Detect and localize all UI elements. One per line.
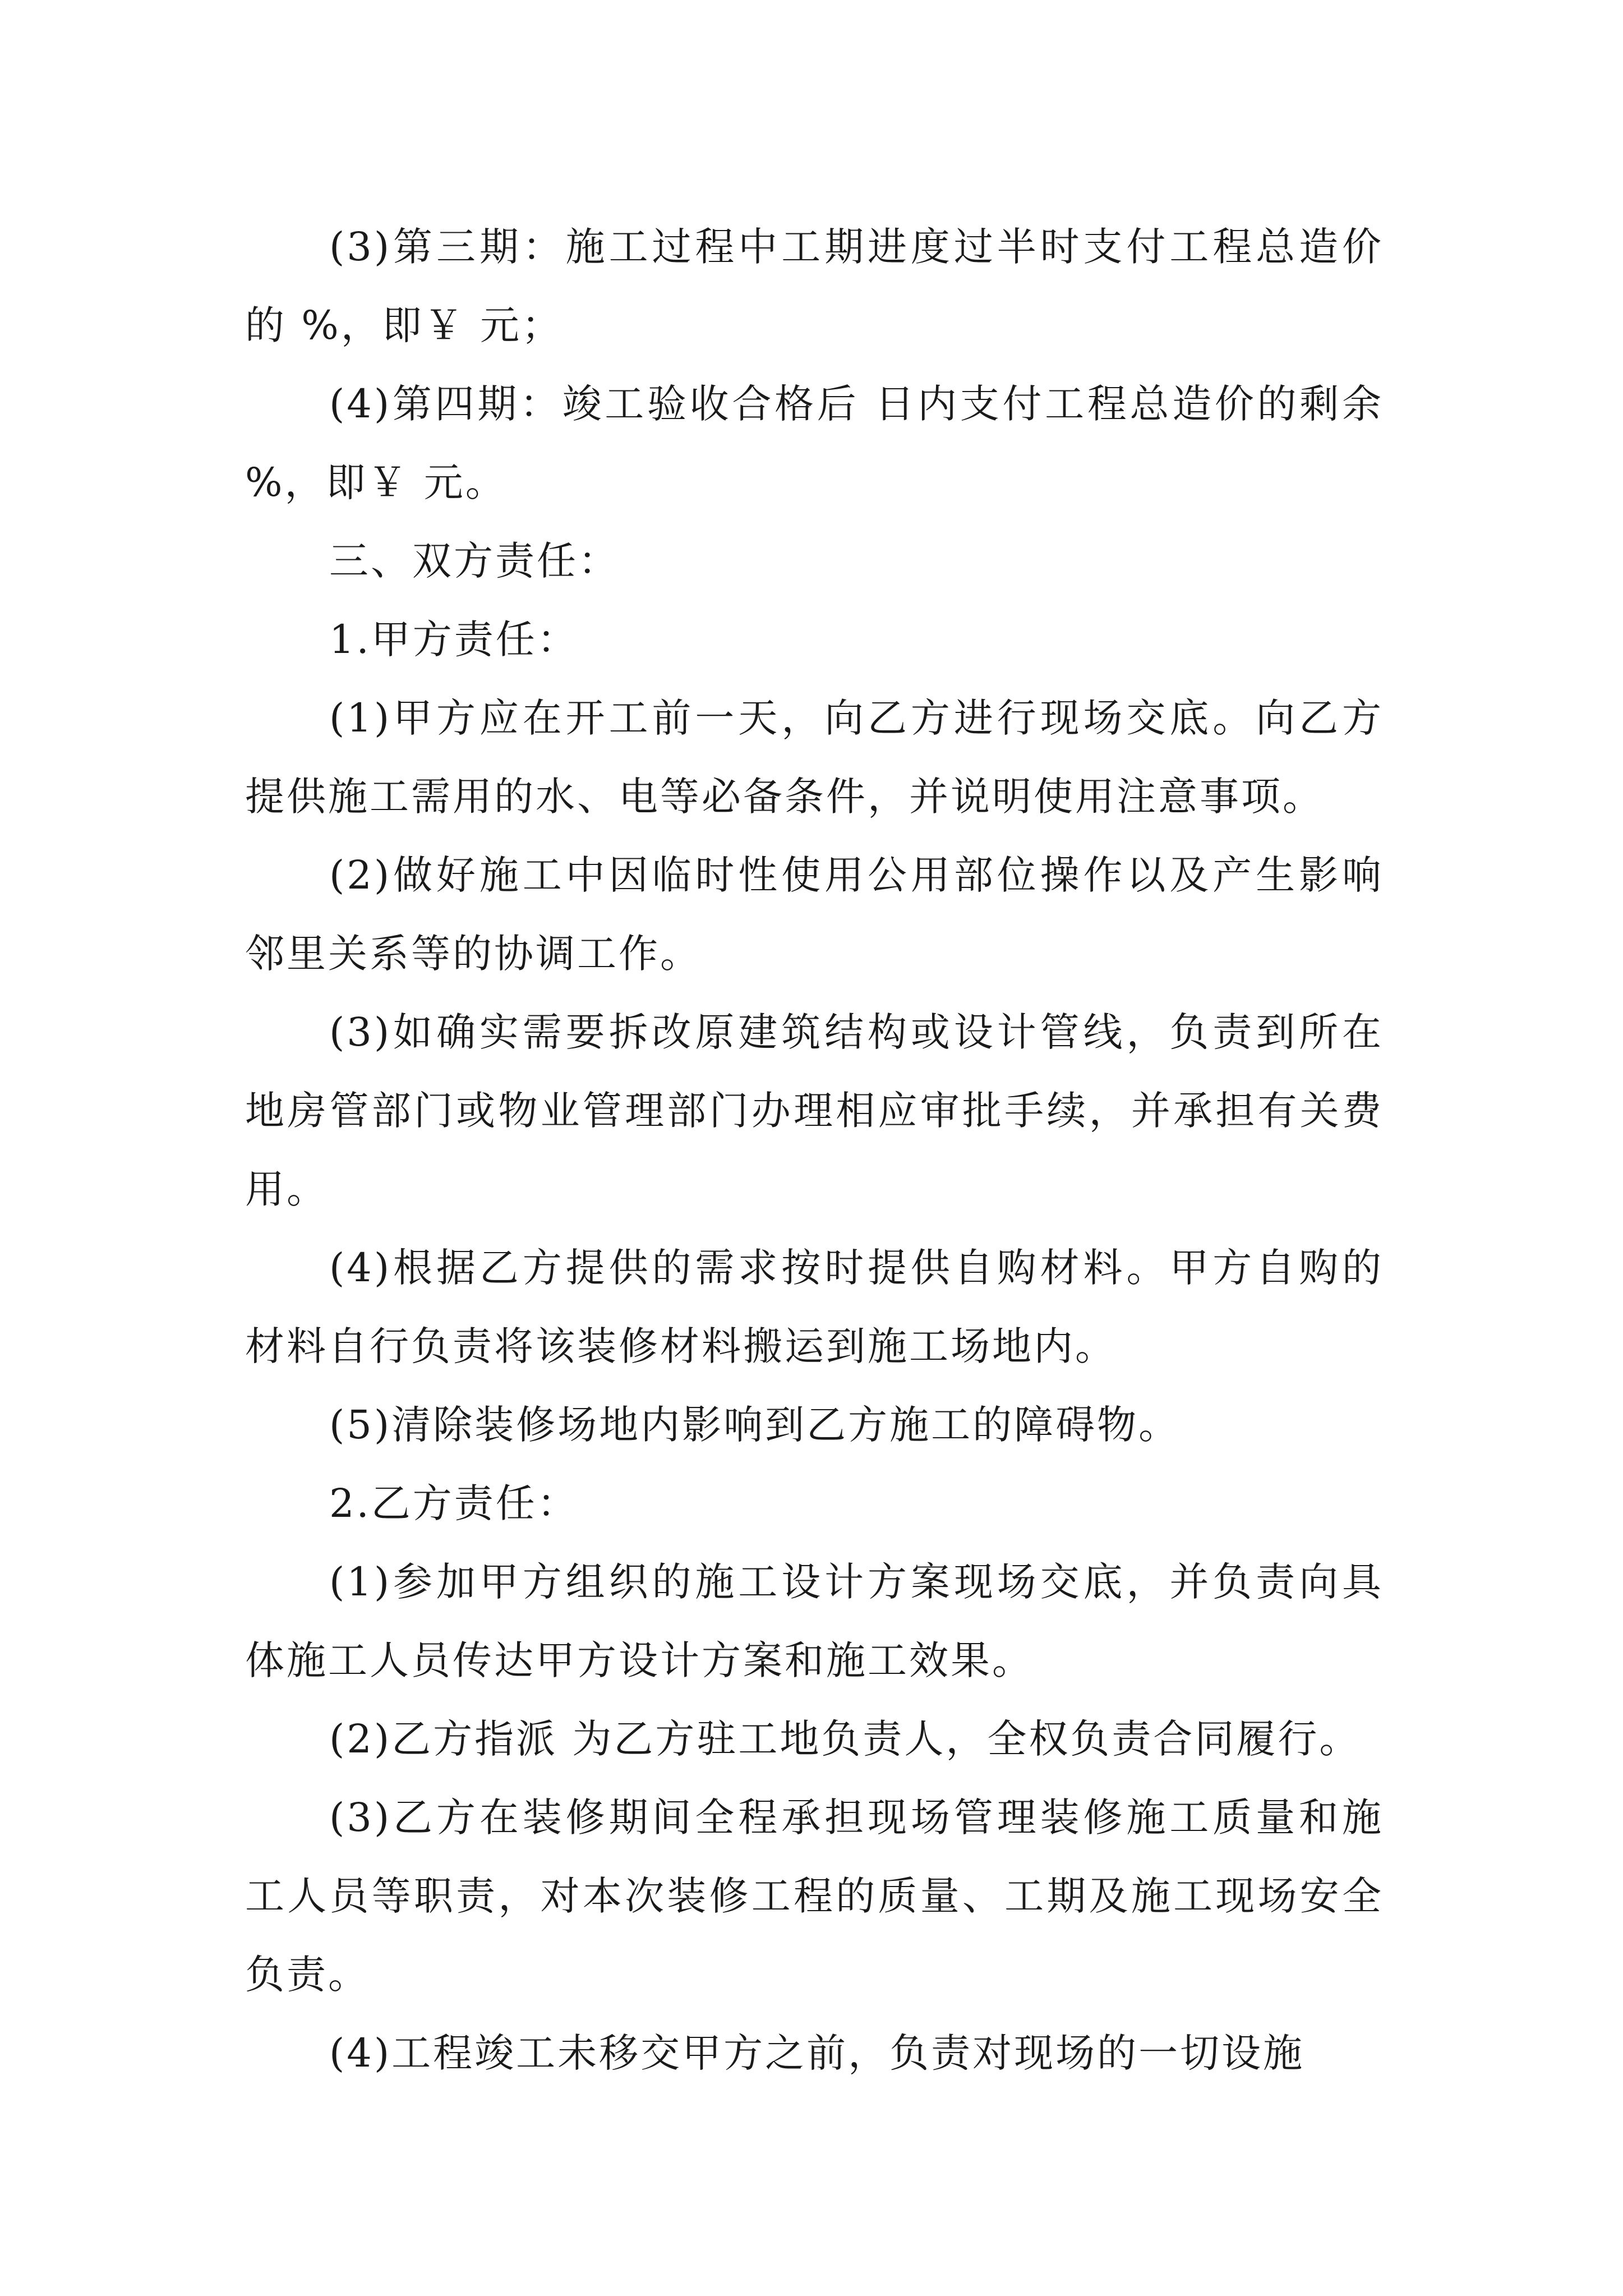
- paragraph-party-a-item-3: (3)如确实需要拆改原建筑结构或设计管线，负责到所在地房管部门或物业管理部门办理相应审批手续，并承担有关费用。: [245, 1009, 1384, 1212]
- paragraph-payment-phase-4: (4)第四期：竣工验收合格后 日内支付工程总造价的剩余 %，即￥ 元。: [245, 381, 1384, 505]
- paragraph-party-a-item-1: (1)甲方应在开工前一天，向乙方进行现场交底。向乙方提供施工需用的水、电等必备条件，并说明使用注意事项。: [245, 695, 1384, 820]
- paragraph-party-a-item-5: (5)清除装修场地内影响到乙方施工的障碍物。: [329, 1402, 1181, 1448]
- subheading-party-b: 2.乙方责任：: [329, 1480, 579, 1526]
- section-heading-responsibilities: 三、双方责任：: [329, 538, 620, 584]
- subheading-party-a: 1.甲方责任：: [329, 616, 579, 662]
- paragraph-party-b-item-3: (3)乙方在装修期间全程承担现场管理装修施工质量和施工人员等职责，对本次装修工程的质量、工期及施工现场安全负责。: [245, 1795, 1384, 1998]
- paragraph-party-b-item-4: (4)工程竣工未移交甲方之前，负责对现场的一切设施: [329, 2030, 1305, 2076]
- document-body: [245, 208, 1384, 2092]
- paragraph-payment-phase-3: (3)第三期：施工过程中工期进度过半时支付工程总造价的 %，即￥ 元；: [245, 224, 1384, 348]
- paragraph-party-a-item-2: (2)做好施工中因临时性使用公用部位操作以及产生影响邻里关系等的协调工作。: [245, 852, 1384, 977]
- paragraph-party-b-item-2: (2)乙方指派 为乙方驻工地负责人，全权负责合同履行。: [329, 1716, 1361, 1762]
- paragraph-party-a-item-4: (4)根据乙方提供的需求按时提供自购材料。甲方自购的材料自行负责将该装修材料搬运到施工场地内。: [245, 1245, 1384, 1369]
- paragraph-party-b-item-1: (1)参加甲方组织的施工设计方案现场交底，并负责向具体施工人员传达甲方设计方案和施工效果。: [245, 1559, 1384, 1683]
